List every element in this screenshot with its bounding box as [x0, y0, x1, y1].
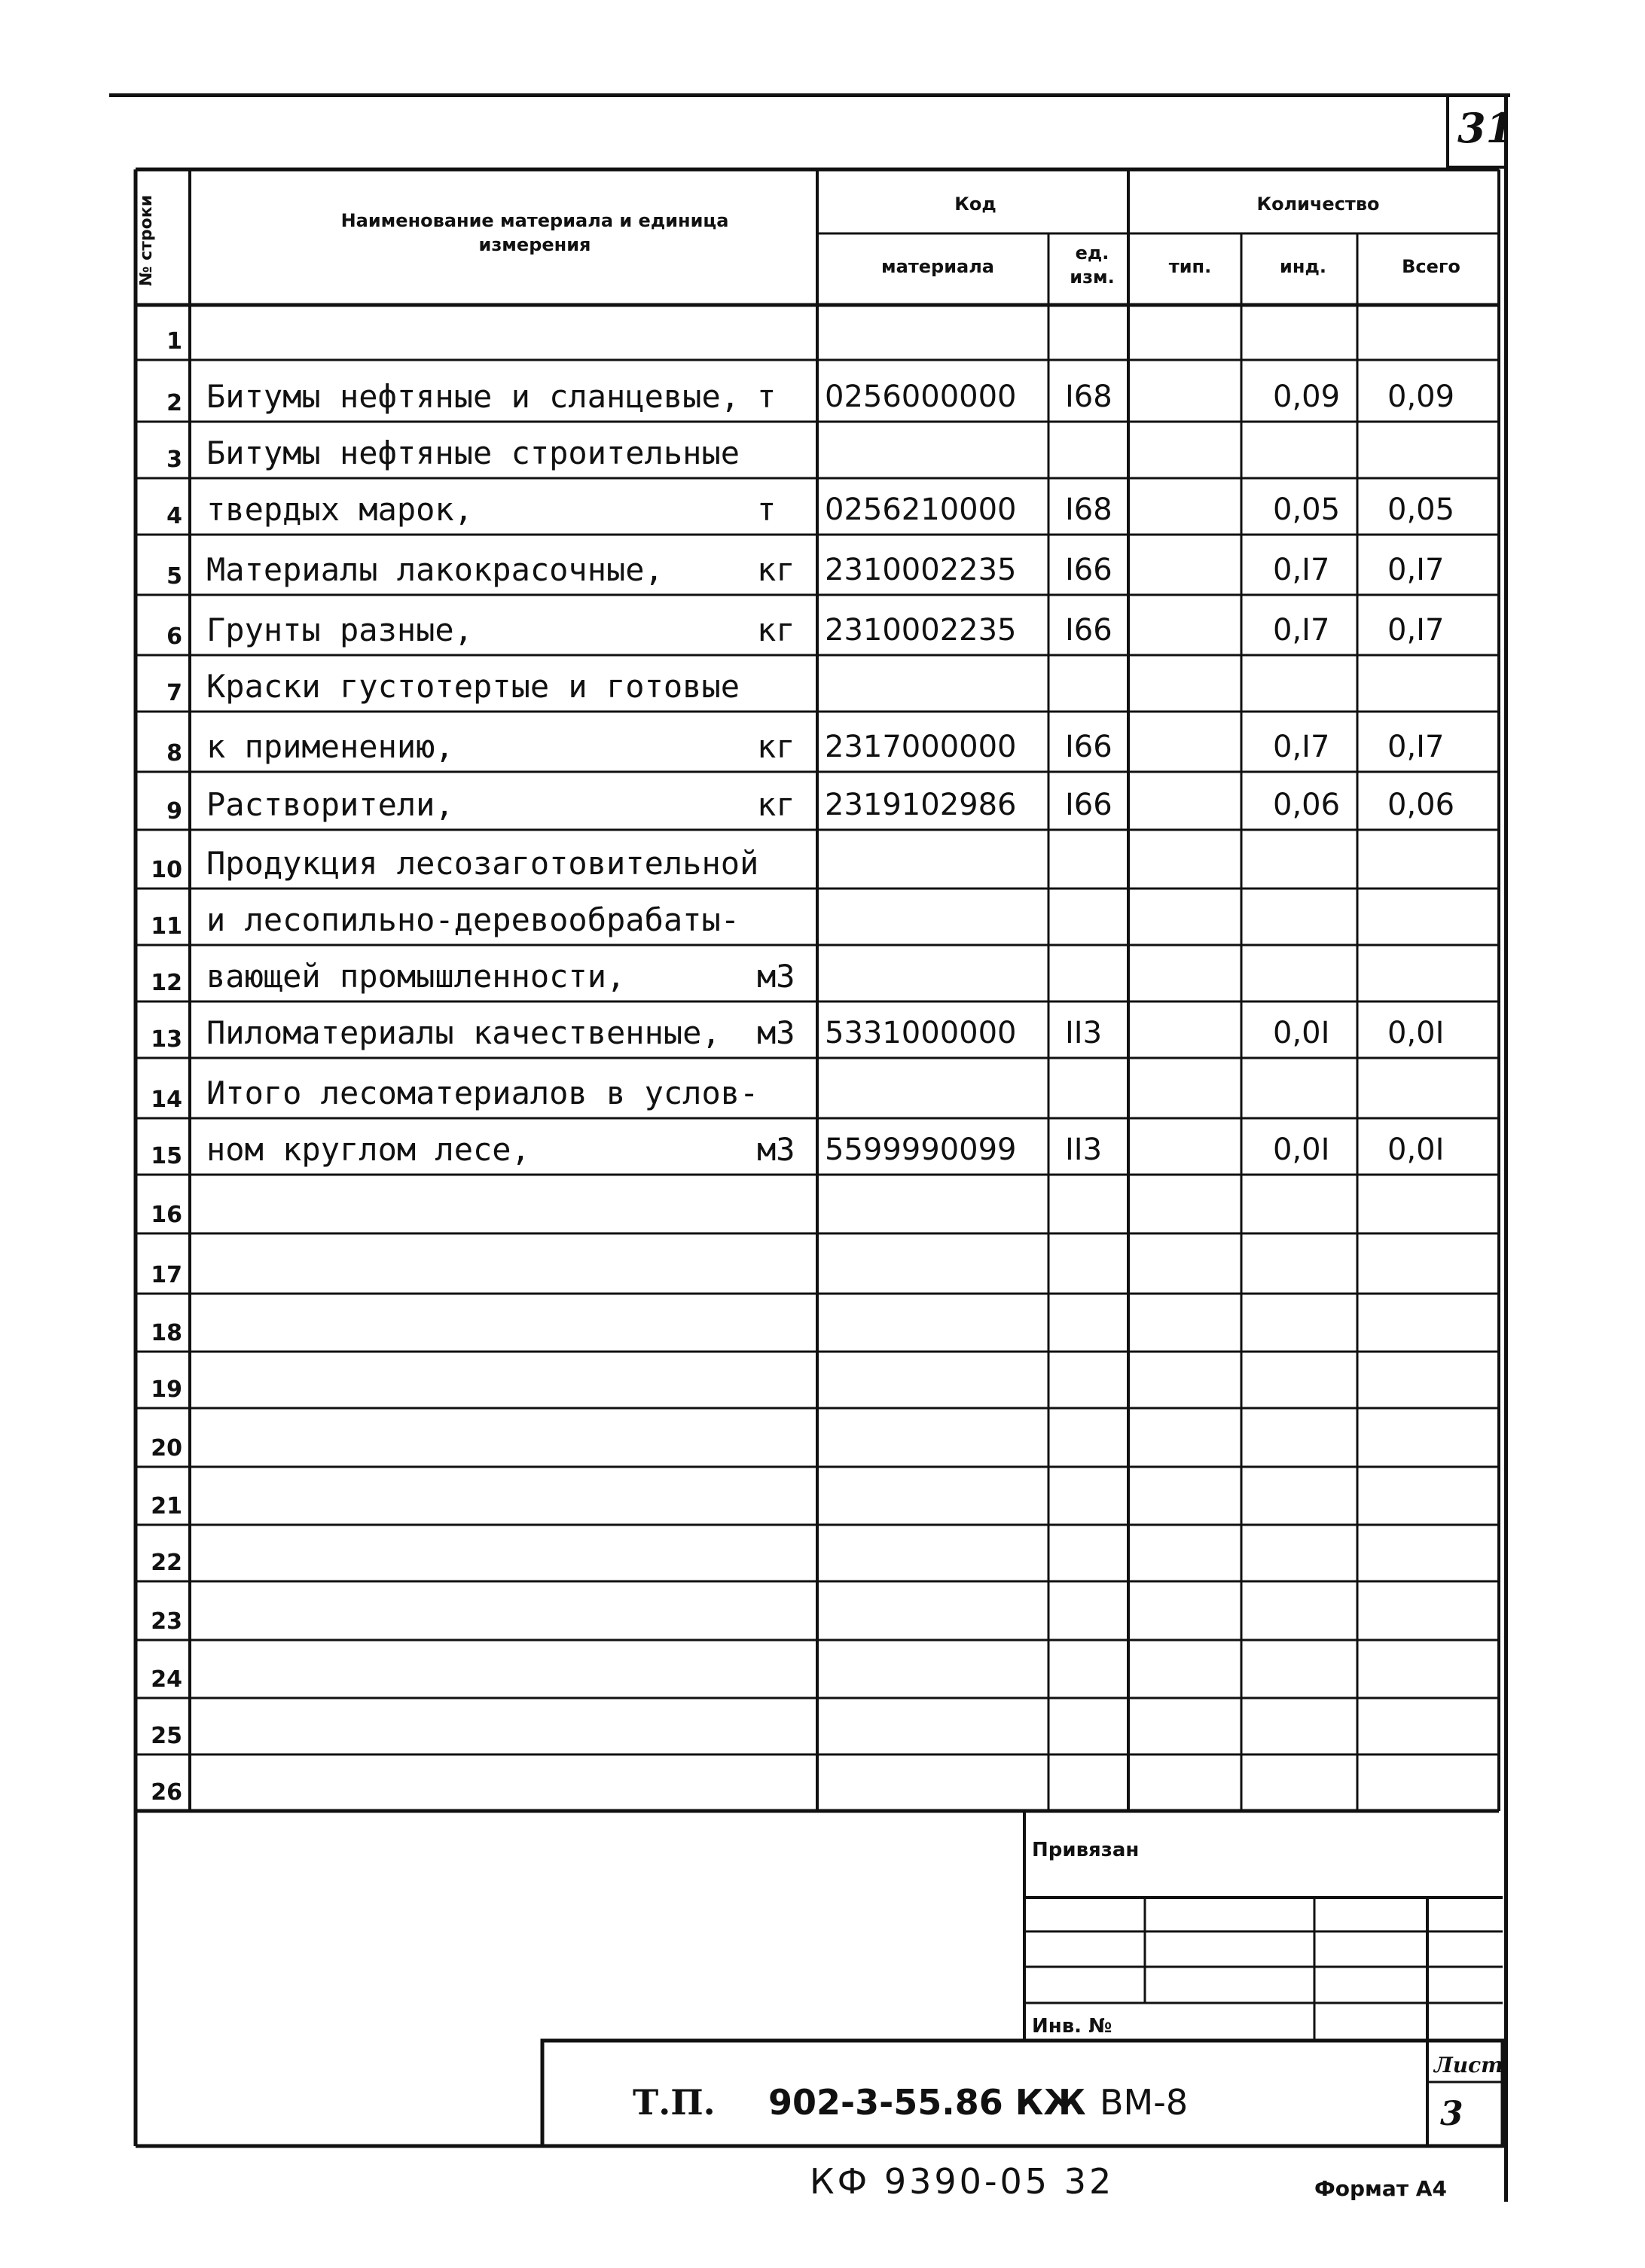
header-code-material: материала [881, 256, 994, 277]
row-material-code: 2319102986 [825, 788, 1017, 822]
row-number: 5 [166, 563, 182, 590]
row-number: 17 [151, 1262, 182, 1288]
header-qty-typ: тип. [1168, 256, 1212, 277]
row-number: 18 [151, 1320, 182, 1346]
row-number: 11 [151, 913, 182, 940]
row-name: Продукция лесозаготовительной [206, 845, 759, 882]
stamp-list-number: 3 [1440, 2095, 1463, 2133]
row-name: твердых марок, [206, 491, 474, 528]
row-number: 16 [151, 1202, 182, 1228]
row-number: 8 [166, 740, 182, 767]
row-unit: кг [757, 786, 795, 823]
row-unit-code: II3 [1065, 1132, 1103, 1167]
row-number: 1 [166, 328, 182, 355]
row-number: 9 [166, 798, 182, 825]
row-unit: кг [757, 728, 795, 765]
row-number: 19 [151, 1376, 182, 1403]
row-qty-total: 0,I7 [1387, 730, 1445, 764]
row-material-code: 2310002235 [825, 613, 1017, 648]
row-name: ном круглом лесе, [206, 1131, 530, 1168]
row-qty-ind: 0,0I [1273, 1016, 1330, 1050]
row-number: 14 [151, 1087, 182, 1113]
row-number: 24 [151, 1666, 182, 1693]
row-qty-total: 0,06 [1387, 788, 1455, 822]
row-number: 22 [151, 1550, 182, 1576]
row-material-code: 0256210000 [825, 492, 1017, 527]
row-name: Итого лесоматериалов в услов- [206, 1075, 759, 1111]
row-qty-ind: 0,06 [1273, 788, 1341, 822]
row-number: 13 [151, 1026, 182, 1053]
row-qty-total: 0,09 [1387, 380, 1455, 414]
row-unit-code: I66 [1065, 788, 1112, 822]
row-number: 20 [151, 1435, 182, 1462]
row-qty-total: 0,05 [1387, 492, 1455, 527]
row-name: к применению, [206, 728, 454, 765]
row-name: Пиломатериалы качественные, [206, 1014, 721, 1051]
header-code: Код [954, 194, 996, 215]
header-qty-total: Всего [1402, 256, 1460, 277]
footer-format: Формат А4 [1314, 2176, 1447, 2201]
page-number: 31 [1457, 104, 1515, 152]
footer-kf: КФ 9390-05 32 [810, 2161, 1115, 2202]
row-unit: т [757, 491, 777, 528]
row-qty-total: 0,I7 [1387, 553, 1445, 587]
row-qty-total: 0,0I [1387, 1132, 1445, 1167]
row-name: Растворители, [206, 786, 454, 823]
row-number: 10 [151, 857, 182, 883]
row-unit: т [757, 378, 777, 415]
row-qty-ind: 0,I7 [1273, 730, 1330, 764]
row-unit-code: I68 [1065, 380, 1112, 414]
row-unit-code: I68 [1065, 492, 1112, 527]
stamp-doc-sheet: ВМ-8 [1100, 2082, 1189, 2123]
header-quantity: Количество [1256, 194, 1380, 215]
row-qty-total: 0,0I [1387, 1016, 1445, 1050]
stamp-tp: Т.П. [633, 2082, 716, 2123]
stamp-privyazan: Привязан [1032, 1839, 1140, 1861]
row-qty-ind: 0,I7 [1273, 613, 1330, 648]
row-name: вающей промышленности, [206, 958, 626, 995]
row-number: 3 [166, 447, 182, 473]
row-unit-code: II3 [1065, 1016, 1103, 1050]
stamp-list-label: Лист [1434, 2053, 1503, 2077]
header-name: Наименование материала и единица измерения [340, 210, 729, 256]
row-number: 4 [166, 503, 182, 529]
row-unit: м3 [757, 958, 795, 995]
header-qty-ind: инд. [1280, 256, 1326, 277]
row-material-code: 0256000000 [825, 380, 1017, 414]
row-unit-code: I66 [1065, 730, 1112, 764]
stamp-doc-code: 902-3-55.86 КЖ [768, 2082, 1086, 2123]
row-name: Битумы нефтяные и сланцевые, [206, 378, 740, 415]
row-number: 15 [151, 1143, 182, 1169]
row-qty-ind: 0,09 [1273, 380, 1341, 414]
row-unit-code: I66 [1065, 613, 1112, 648]
row-unit-code: I66 [1065, 553, 1112, 587]
row-name: Краски густотертые и готовые [206, 668, 740, 705]
row-unit: кг [757, 611, 795, 648]
row-number: 25 [151, 1723, 182, 1749]
row-unit: кг [757, 551, 795, 588]
row-material-code: 5331000000 [825, 1016, 1017, 1050]
row-number: 12 [151, 970, 182, 996]
row-unit: м3 [757, 1131, 795, 1168]
row-unit: м3 [757, 1014, 795, 1051]
row-material-code: 5599990099 [825, 1132, 1017, 1167]
row-qty-ind: 0,0I [1273, 1132, 1330, 1167]
row-number: 2 [166, 390, 182, 416]
row-number: 6 [166, 623, 182, 650]
row-name: и лесопильно-деревообрабаты- [206, 901, 740, 938]
row-qty-ind: 0,I7 [1273, 553, 1330, 587]
stamp-inv-no: Инв. № [1032, 2015, 1112, 2038]
row-material-code: 2317000000 [825, 730, 1017, 764]
row-number: 7 [166, 680, 182, 706]
row-qty-ind: 0,05 [1273, 492, 1341, 527]
row-number: 21 [151, 1493, 182, 1520]
row-number: 23 [151, 1608, 182, 1635]
row-material-code: 2310002235 [825, 553, 1017, 587]
header-code-unit: ед. изм. [1070, 242, 1115, 288]
header-rownum: № строки [137, 194, 156, 286]
row-name: Битумы нефтяные строительные [206, 434, 740, 471]
row-qty-total: 0,I7 [1387, 613, 1445, 648]
row-name: Грунты разные, [206, 611, 474, 648]
row-number: 26 [151, 1779, 182, 1806]
row-name: Материалы лакокрасочные, [206, 551, 664, 588]
